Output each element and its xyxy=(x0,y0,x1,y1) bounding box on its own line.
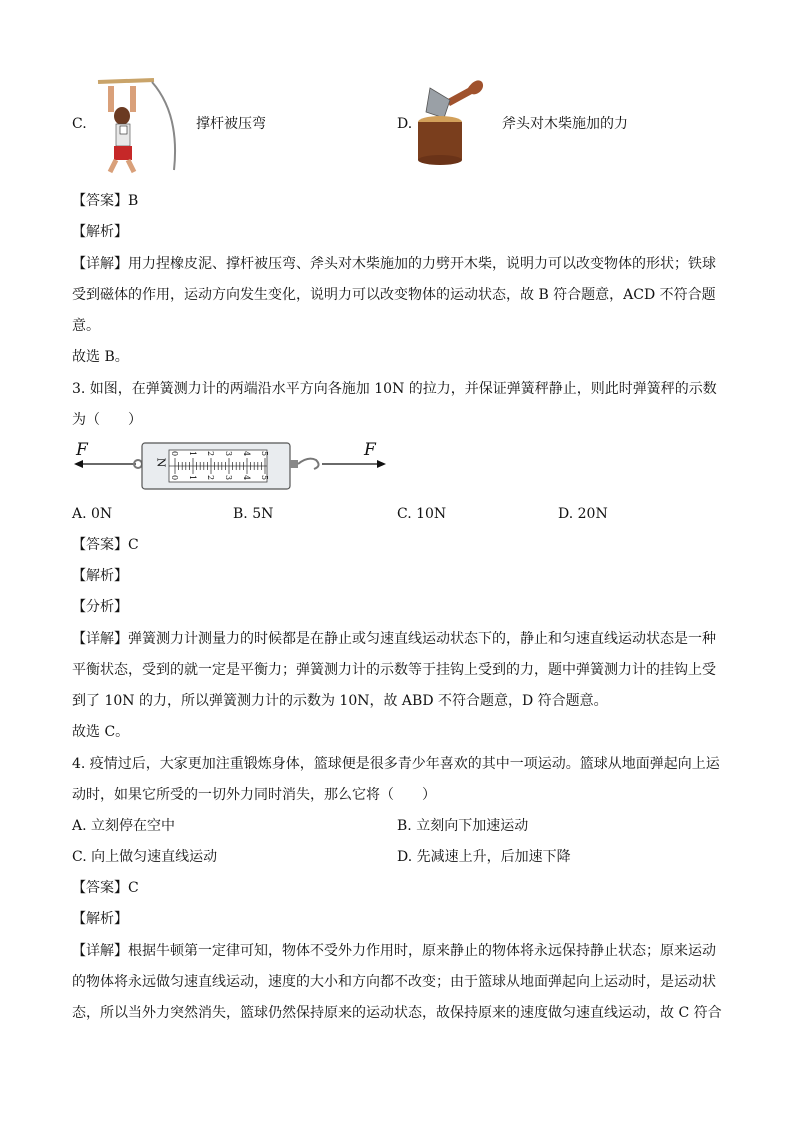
hook-rod xyxy=(290,460,298,468)
q4-option-b: B. 立刻向下加速运动 xyxy=(397,818,529,834)
left-arrow xyxy=(74,460,136,468)
q4-detail-line-2: 的物体将永远做匀速直线运动，速度的大小和方向都不改变；由于篮球从地面弹起向上运动时，是运动状 xyxy=(72,974,716,990)
option-c-text: 撑杆被压弯 xyxy=(196,116,266,132)
option-c-label: C. xyxy=(72,116,87,132)
scale-top-number: 3 xyxy=(224,450,234,457)
scale-bottom-number: 1 xyxy=(188,474,198,481)
spring-balance-figure xyxy=(72,438,392,494)
option-d-label: D. xyxy=(397,116,413,132)
scale-top-number: 1 xyxy=(188,450,198,457)
force-right-label: F xyxy=(364,440,376,460)
scale-bottom-number: 2 xyxy=(206,474,216,481)
scale-top-number: 4 xyxy=(242,450,252,457)
q3-detail-line-3: 到了 10N 的力，所以弹簧测力计的示数为 10N，故 ABD 不符合题意，D 符合题意。 xyxy=(72,693,608,709)
axe-wood-image xyxy=(416,78,488,166)
q4-option-a: A. 立刻停在空中 xyxy=(72,818,176,834)
q3-detail-line-1: 【详解】弹簧测力计测量力的时候都是在静止或匀速直线运动状态下的，静止和匀速直线运动状态是一种 xyxy=(72,631,716,647)
q3-stem-line-1: 3. 如图，在弹簧测力计的两端沿水平方向各施加 10N 的拉力，并保证弹簧秤静止，则此时弹簧秤的示数 xyxy=(72,381,717,397)
q3-stem-line-2: 为（ ） xyxy=(72,412,142,428)
q4-answer: 【答案】C xyxy=(72,880,139,896)
force-left-label: F xyxy=(76,440,88,460)
q4-detail-line-1: 【详解】根据牛顿第一定律可知，物体不受外力作用时，原来静止的物体将永远保持静止状态；原来运动 xyxy=(72,943,716,959)
pole-vault-image xyxy=(94,74,184,174)
q2-answer: 【答案】B xyxy=(72,193,139,209)
q4-option-d: D. 先减速上升，后加速下降 xyxy=(397,849,571,865)
q3-option-c: C. 10N xyxy=(397,506,447,522)
right-arrow xyxy=(322,460,386,468)
q3-option-a: A. 0N xyxy=(72,506,113,522)
q4-option-c: C. 向上做匀速直线运动 xyxy=(72,849,218,865)
q2-detail-line-2: 受到磁体的作用，运动方向发生变化，说明力可以改变物体的运动状态，故 B 符合题意，ACD 不符合题 xyxy=(72,287,716,303)
q2-detail-line-3: 意。 xyxy=(72,318,100,334)
q3-fenxi: 【分析】 xyxy=(72,599,128,615)
q4-stem-line-2: 动时，如果它所受的一切外力同时消失，那么它将（ ） xyxy=(72,787,436,803)
q3-option-d: D. 20N xyxy=(558,506,608,522)
q3-option-b: B. 5N xyxy=(233,506,274,522)
q2-detail-line-1: 【详解】用力捏橡皮泥、撑杆被压弯、斧头对木柴施加的力劈开木柴，说明力可以改变物体的形状；铁球 xyxy=(72,256,716,272)
q2-analysis: 【解析】 xyxy=(72,224,128,240)
q3-detail-line-2: 平衡状态，受到的就一定是平衡力；弹簧测力计的示数等于挂钩上受到的力，题中弹簧测力计的挂钩上受 xyxy=(72,662,716,678)
q4-analysis: 【解析】 xyxy=(72,911,128,927)
q4-detail-line-3: 态，所以当外力突然消失，篮球仍然保持原来的运动状态，故保持原来的速度做匀速直线运动，故 C 符合 xyxy=(72,1005,722,1021)
q3-answer: 【答案】C xyxy=(72,537,139,553)
q3-analysis: 【解析】 xyxy=(72,568,128,584)
q2-choose: 故选 B。 xyxy=(72,349,129,365)
scale-top-number: 0 xyxy=(170,450,180,457)
scale-bottom-number: 5 xyxy=(260,474,270,481)
scale-bottom-number: 0 xyxy=(170,474,180,481)
q4-stem-line-1: 4. 疫情过后，大家更加注重锻炼身体，篮球便是很多青少年喜欢的其中一项运动。篮球从地面弹起向上运 xyxy=(72,756,720,772)
scale-top-number: 5 xyxy=(260,450,270,457)
q3-choose: 故选 C。 xyxy=(72,724,130,740)
hook xyxy=(298,459,319,469)
option-d-text: 斧头对木柴施加的力 xyxy=(502,116,628,132)
scale-bottom-number: 3 xyxy=(224,474,234,481)
scale-top-number: 2 xyxy=(206,450,216,457)
unit-label: N xyxy=(154,457,168,468)
scale-bottom-number: 4 xyxy=(242,474,252,481)
